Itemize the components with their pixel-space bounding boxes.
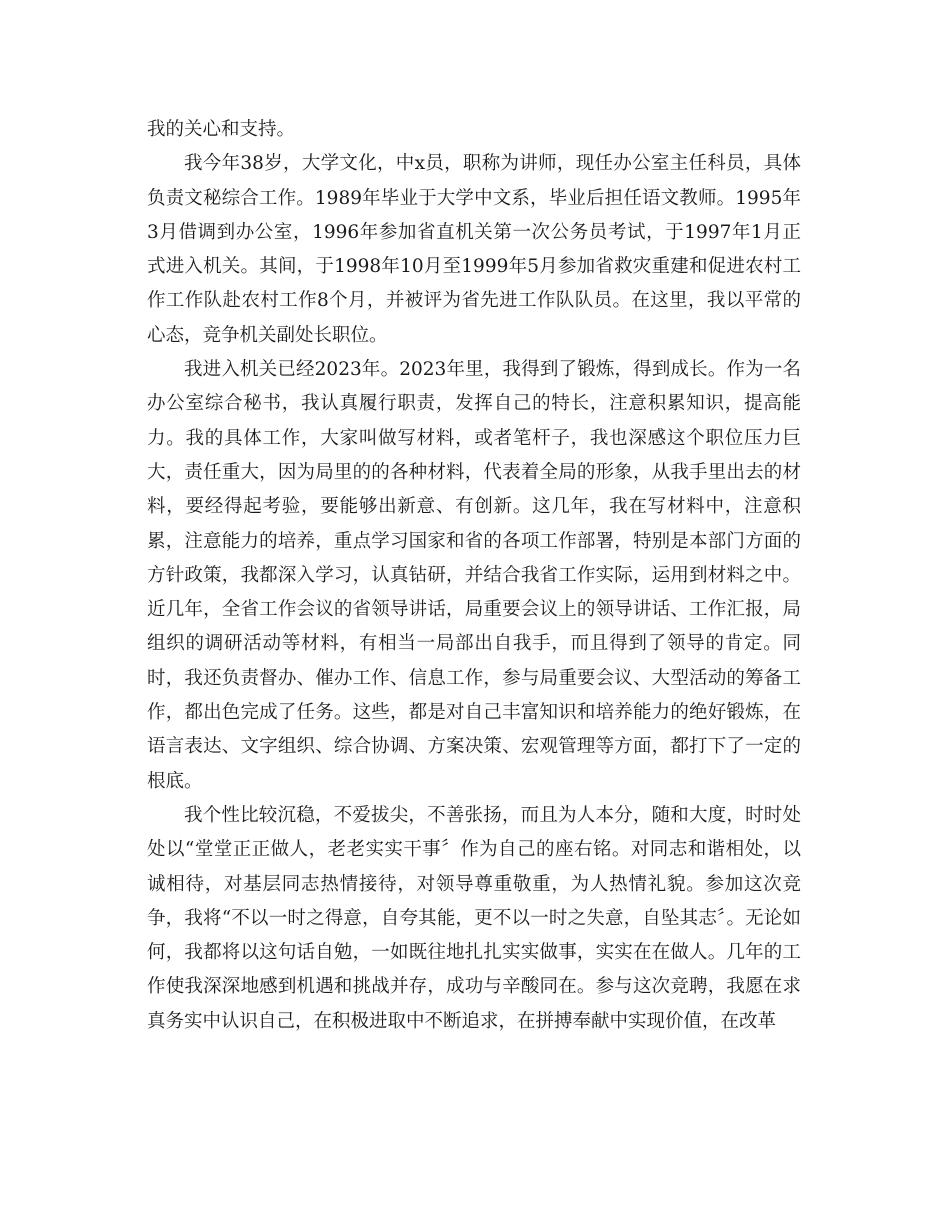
paragraph-4: 我个性比较沉稳，不爱拔尖，不善张扬，而且为人本分，随和大度，时时处处以“堂堂正正做人，老老实实干事〞作为自己的座右铭。对同志和谐相处，以诚相待，对基层同志热情接待，对领导尊重敬重，为人热情礼貌。参加这次竞争，我将“不以一时之得意，自夸其能，更不以一时之失意，自坠其志〞。无论如何，我都将以这句话自勉，一如既往地扎扎实实做事，实实在在做人。几年的工作使我深深地感到机遇和挑战并存，成功与辛酸同在。参与这次竞聘，我愿在求真务实中认识自己，在积极进取中不断追求，在拼搏奉献中实现价值，在改革 [147,804,801,1032]
paragraph-3: 我进入机关已经2023年。2023年里，我得到了锻炼，得到成长。作为一名办公室综合秘书，我认真履行职责，发挥自己的特长，注意积累知识，提高能力。我的具体工作，大家叫做写材料，或者笔杆子，我也深感这个职位压力巨大，责任重大，因为局里的的各种材料，代表着全局的形象，从我手里出去的材料，要经得起考验，要能够出新意、有创新。这几年，我在写材料中，注意积累，注意能力的培养，重点学习国家和省的各项工作部署，特别是本部门方面的方针政策，我都深入学习，认真钻研，并结合我省工作实际，运用到材料之中。近几年，全省工作会议的省领导讲话，局重要会议上的领导讲话、工作汇报，局组织的调研活动等材料，有相当一局部出自我手，而且得到了领导的肯定。同时，我还负责督办、催办工作、信息工作，参与局重要会议、大型活动的筹备工作，都出色完成了任务。这些，都是对自己丰富知识和培养能力的绝好锻炼，在语言表达、文字组织、综合协调、方案决策、宏观管理等方面，都打下了一定的根底。 [147,359,801,792]
paragraph-2: 我今年38岁，大学文化，中x员，职称为讲师，现任办公室主任科员，具体负责文秘综合工作。1989年毕业于大学中文系，毕业后担任语文教师。1995年3月借调到办公室，1996年参加省直机关第一次公务员考试，于1997年1月正式进入机关。其间，于1998年10月至1999年5月参加省救灾重建和促进农村工作工作队赴农村工作8个月，并被评为省先进工作队队员。在这里，我以平常的心态，竞争机关副处长职位。 [147,153,801,346]
paragraph-1: 我的关心和支持。 [147,119,296,140]
document-body [147,113,801,1039]
